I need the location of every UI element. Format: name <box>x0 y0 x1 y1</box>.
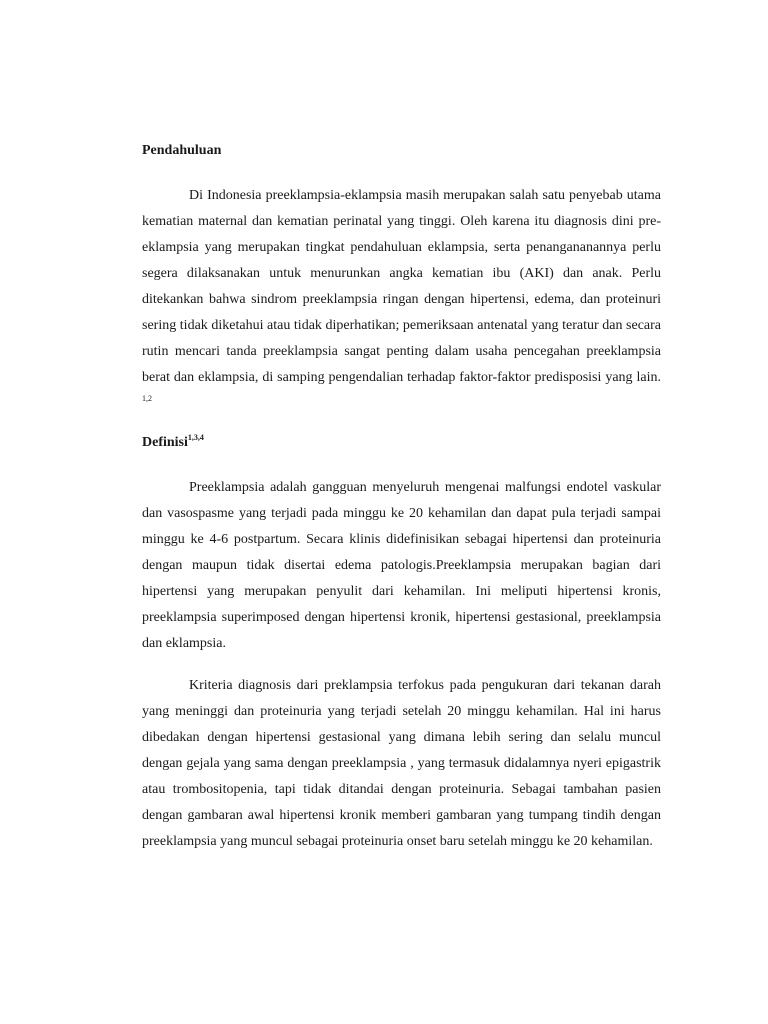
heading-definisi <box>142 430 661 456</box>
paragraph-definition-2-text: Kriteria diagnosis dari preklampsia terfokus pada pengukuran dari tekanan darah yang meninggi dan proteinuria yang terjadi setelah 20 minggu kehamilan. Hal ini harus dibedakan dengan hipertensi gestasional yang dimana lebih sering dan selalu muncul dengan gejala yang sama dengan preeklampsia , yang termasuk didalamnya nyeri epigastrik atau trombositopenia, tapi tidak ditandai dengan proteinuria. Sebagai tambahan pasien dengan gambaran awal hipertensi kronik memberi gambaran yang tumpang tindih dengan preeklampsia yang muncul sebagai proteinuria onset baru setelah minggu ke 20 kehamilan. <box>142 678 661 849</box>
heading-definisi-text: Definisi <box>142 435 188 450</box>
paragraph-definition-1-text: Preeklampsia adalah gangguan menyeluruh mengenai malfungsi endotel vaskular dan vasospasme yang terjadi pada minggu ke 20 kehamilan dan dapat pula terjadi sampai minggu ke 4-6 postpartum. Secara klinis didefinisikan sebagai hipertensi dan proteinuria dengan maupun tidak disertai edema patologis.Preeklampsia merupakan bagian dari hipertensi yang merupakan penyulit dari kehamilan. Ini meliputi hipertensi kronis, preeklampsia superimposed dengan hipertensi kronik, hipertensi gestasional, preeklampsia dan eklampsia. <box>142 480 661 651</box>
paragraph-definition-2 <box>142 673 661 855</box>
document-body <box>142 138 661 855</box>
citation-definisi: 1,3,4 <box>187 433 204 442</box>
paragraph-definition-1 <box>142 475 661 657</box>
heading-pendahuluan-text: Pendahuluan <box>142 143 222 158</box>
citation-intro: 1,2 <box>142 394 152 403</box>
paragraph-intro-text: Di Indonesia preeklampsia-eklampsia masih merupakan salah satu penyebab utama kematian maternal dan kematian perinatal yang tinggi. Oleh karena itu diagnosis dini pre-eklampsia yang merupakan tingkat pendahuluan eklampsia, serta penangananannya perlu segera dilaksanakan untuk menurunkan angka kematian ibu (AKI) dan anak. Perlu ditekankan bahwa sindrom preeklampsia ringan dengan hipertensi, edema, dan proteinuri sering tidak diketahui atau tidak diperhatikan; pemeriksaan antenatal yang teratur dan secara rutin mencari tanda preeklampsia sangat penting dalam usaha pencegahan preeklampsia berat dan eklampsia, di samping pengendalian terhadap faktor-faktor predisposisi yang lain. <box>142 188 661 385</box>
heading-pendahuluan <box>142 138 661 164</box>
paragraph-intro <box>142 183 661 417</box>
